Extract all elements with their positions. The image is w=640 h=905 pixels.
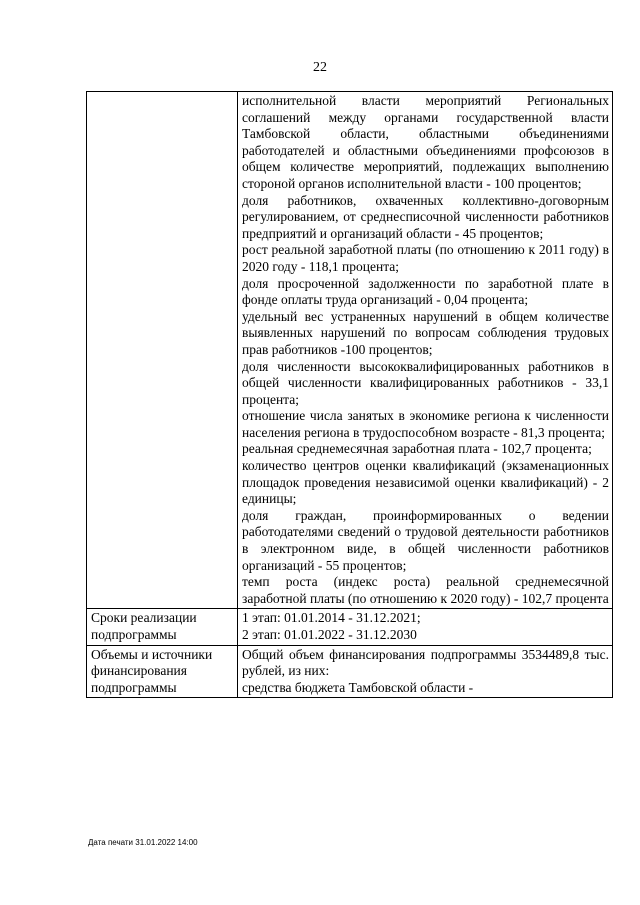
- indicator-text: доля работников, охваченных коллективно-договорным регулированием, от среднесписочной численности работников предприятий и организаций области - 45 процентов;: [242, 192, 609, 241]
- table-row-timeline: [87, 609, 613, 645]
- table-row-financing: [87, 645, 613, 698]
- indicator-text: темп роста (индекс роста) реальной среднемесячной заработной платы (по отношению к 2020 году) - 102,7 процента: [242, 574, 609, 606]
- row-content: [238, 645, 613, 698]
- row-label: Объемы и источники финансирования подпрограммы: [87, 645, 238, 698]
- indicator-text: рост реальной заработной платы (по отношению к 2011 году) в 2020 году - 118,1 процента;: [242, 242, 609, 274]
- indicator-text: исполнительной власти мероприятий Региональных соглашений между органами государственной власти Тамбовской области, областными объединениями работодателей и областными объединениями профсоюзов в общем количестве мероприятий, подлежащих выполнению стороной органов исполнительной власти - 100 процентов;: [242, 93, 609, 191]
- stage-text: 2 этап: 01.01.2022 - 31.12.2030: [242, 627, 417, 642]
- indicator-text: количество центров оценки квалификаций (экзаменационных площадок проведения независимой оценки квалификаций) - 2 единицы;: [242, 458, 609, 507]
- indicator-text: удельный вес устраненных нарушений в общем количестве выявленных нарушений по вопросам соблюдения трудовых прав работников -100 процентов;: [242, 308, 609, 357]
- indicator-text: доля граждан, проинформированных о ведении работодателями сведений о трудовой деятельности работников в электронном виде, в общей численности работников организаций - 55 процентов;: [242, 507, 609, 573]
- row-label: Сроки реализации подпрограммы: [87, 609, 238, 645]
- row-label: [87, 92, 238, 609]
- page-number: 22: [313, 60, 327, 75]
- passport-table: [86, 91, 613, 698]
- indicator-text: доля просроченной задолженности по заработной плате в фонде оплаты труда организаций - 0,04 процента;: [242, 275, 609, 308]
- print-date: Дата печати 31.01.2022 14:00: [88, 838, 198, 847]
- row-content: [238, 609, 613, 645]
- indicator-text: отношение числа занятых в экономике региона к численности населения региона в трудоспособном возрасте - 81,3 процента;: [242, 408, 609, 440]
- indicator-text: реальная среднемесячная заработная плата - 102,7 процента;: [242, 441, 592, 457]
- indicator-text: доля численности высококвалифицированных работников в общей численности квалифицированных работников - 33,1 процента;: [242, 358, 609, 407]
- financing-text: средства бюджета Тамбовской области -: [242, 679, 474, 695]
- table-row-indicators: [87, 92, 613, 609]
- stage-text: 1 этап: 01.01.2014 - 31.12.2021;: [242, 610, 421, 626]
- financing-text: Общий объем финансирования подпрограммы 3534489,8 тыс. рублей, из них:: [242, 646, 609, 679]
- row-content: [238, 92, 613, 609]
